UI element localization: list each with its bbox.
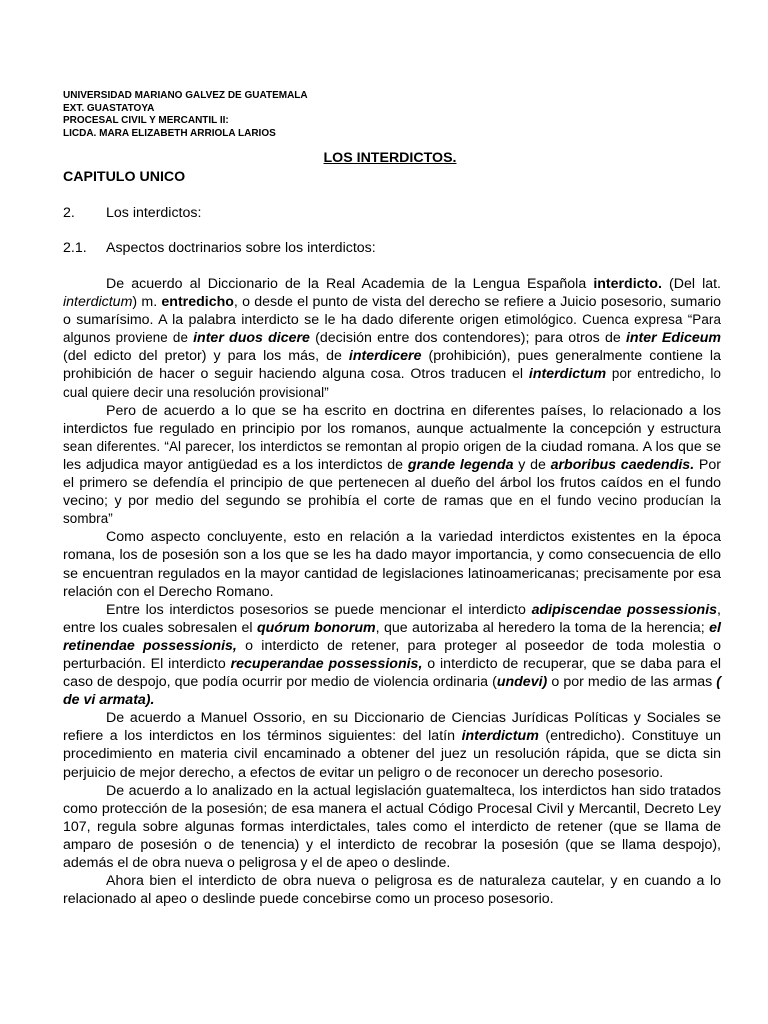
section-number: 2.1. [63, 240, 87, 256]
term-interdictum: interdictum [63, 294, 133, 311]
term-de-vi-armata: ( de vi armata). [63, 674, 721, 709]
text-run: o interdicto de recuperar, que se daba para el caso de despojo, que podía ocurrir por medio de violencia ordinaria ( [63, 655, 722, 691]
term-adipiscendae-possessionis: adipiscendae possessionis [531, 601, 718, 618]
header-university: UNIVERSIDAD MARIANO GALVEZ DE GUATEMALA [63, 90, 308, 101]
term-quorum-bonorum: quórum bonorum [256, 619, 376, 636]
paragraph-2 [63, 402, 721, 529]
term-arboribus-caedendis: arboribus caedendis. [550, 456, 695, 473]
term-interdicere: interdicere [348, 348, 422, 365]
paragraph-6 [63, 782, 721, 872]
text-run: (entredicho). Constituye un procedimiento en materia civil encaminado a obtener del juez un resolución rápida, que se dicta sin perjuicio de mejor derecho, a efectos de evitar un peligro o de reconocer un derecho posesorio. [63, 728, 721, 781]
section-2-heading [63, 205, 201, 221]
paragraph-7 [63, 872, 721, 908]
text-run: de la ciudad romana. A los que se les adjudica mayor antigüedad es a los interdictos de [63, 438, 721, 473]
text-run: y de [513, 456, 551, 473]
text-run: Ahora bien el interdicto de obra nueva o peligrosa es de naturaleza cautelar, y en cuando a lo relacionado al apeo o deslinde puede concebirse como un proceso posesorio. [63, 873, 721, 908]
text-run: (prohibición), pues generalmente contiene la prohibición de hacer o seguir haciendo alguna cosa. Otros traducen el [63, 348, 721, 383]
text-run: ) m. [132, 294, 162, 311]
term-interdictum: interdictum [528, 366, 607, 383]
text-run: De acuerdo a Manuel Ossorio, en su Diccionario de Ciencias Jurídicas Políticas y Sociales se refiere a los interdictos en los términos siguientes: del latín [63, 710, 721, 745]
section-number: 2. [63, 205, 75, 221]
header-course: PROCESAL CIVIL Y MERCANTIL II: [63, 115, 229, 126]
paragraph-3 [63, 528, 721, 600]
text-run: Como aspecto concluyente, esto en relación a la variedad interdictos existentes en la época romana, los de posesión son a los que se les ha dado mayor importancia, y como consecuencia de ello se encuentran regulados en la mayor cantidad de legislaciones latinoamericanas; precisamente por esa relación con el Derecho Romano. [63, 529, 721, 600]
term-inter-ediceum: inter Ediceum [625, 330, 722, 347]
text-run: o por medio de las armas [547, 674, 717, 691]
quote-run: por entredicho, lo cual quiere decir una resolución provisional” [63, 366, 721, 400]
text-run: , o desde el punto de vista del derecho se refiere a Juicio posesorio, sumario o sumarísimo. A la palabra interdicto se le ha dado diferente origen [63, 294, 721, 329]
section-title: Aspectos doctrinarios sobre los interdictos: [106, 240, 376, 256]
paragraph-4 [63, 601, 721, 710]
paragraph-1 [63, 275, 721, 402]
section-title: Los interdictos: [106, 205, 202, 221]
document-title: LOS INTERDICTOS. [323, 150, 457, 166]
term-interdictum: interdictum [461, 728, 539, 745]
term-grande-legenda: grande legenda [407, 456, 514, 473]
text-run: Pero de acuerdo a lo que se ha escrito en doctrina en diferentes países, lo relacionado a los interdictos fue regulado en principio por los romanos, aunque actualmente la concepción y [63, 402, 721, 437]
section-2-1-heading [63, 240, 376, 256]
chapter-heading: CAPITULO UNICO [63, 169, 186, 185]
text-run: , entre los cuales sobresalen el [63, 601, 721, 636]
term-inter-duos-dicere: inter duos dicere [193, 330, 310, 347]
term-recuperandae-possessionis: recuperandae possessionis, [230, 655, 423, 672]
term-retinendae-possessionis: el retinendae possessionis, [63, 619, 721, 654]
term-interdicto: interdicto. [593, 276, 662, 292]
term-undevi: undevi) [496, 674, 548, 691]
paragraph-5 [63, 709, 721, 781]
quote-run: estructura sean diferentes. “Al parecer, los interdictos se remontan al propio origen [63, 420, 721, 454]
quote-run: etimológico. Cuenca expresa “Para algunos proviene de [63, 312, 721, 346]
term-entredicho: entredicho [161, 294, 234, 311]
text-run: (Del lat. [661, 276, 722, 292]
text-run: De acuerdo a lo analizado en la actual legislación guatemalteca, los interdictos han sido tratados como protección de la posesión; de esa manera el actual Código Procesal Civil y Mercantil, Decreto Ley 107, regula sobre algunas formas interdictales, tales como el interdicto de retener (que se llama de amparo de posesión o de tenencia) y el interdicto de recobrar la posesión (que se llama despojo), además el de obra nueva o peligrosa y el de apeo o deslinde. [63, 782, 721, 871]
header-instructor: LICDA. MARA ELIZABETH ARRIOLA LARIOS [63, 127, 276, 139]
text-run: De acuerdo al Diccionario de la Real Academia de la Lengua Española [106, 276, 594, 292]
header-extension: EXT. GUASTATOYA [63, 102, 155, 114]
document-body [63, 275, 721, 908]
text-run: (decisión entre dos contendores); para otros de [309, 330, 626, 347]
document-header [63, 90, 308, 140]
text-run: Entre los interdictos posesorios se puede mencionar el interdicto [106, 601, 532, 618]
quote-run: que en el fundo vecino producían la sombra” [63, 493, 721, 527]
text-run: (del edicto del pretor) y para los más, de [63, 348, 349, 365]
text-run: o interdicto de retener, para proteger al poseedor de toda molestia o perturbación. El interdicto [63, 637, 721, 672]
text-run: , que autorizaba al heredero la toma de la herencia; [375, 619, 710, 636]
text-run: Por el primero se defendía el principio de que pertenecen al dueño del árbol los frutos caídos en el fundo vecino; y por medio del segundo se prohibía el corte de ramas [63, 456, 721, 510]
